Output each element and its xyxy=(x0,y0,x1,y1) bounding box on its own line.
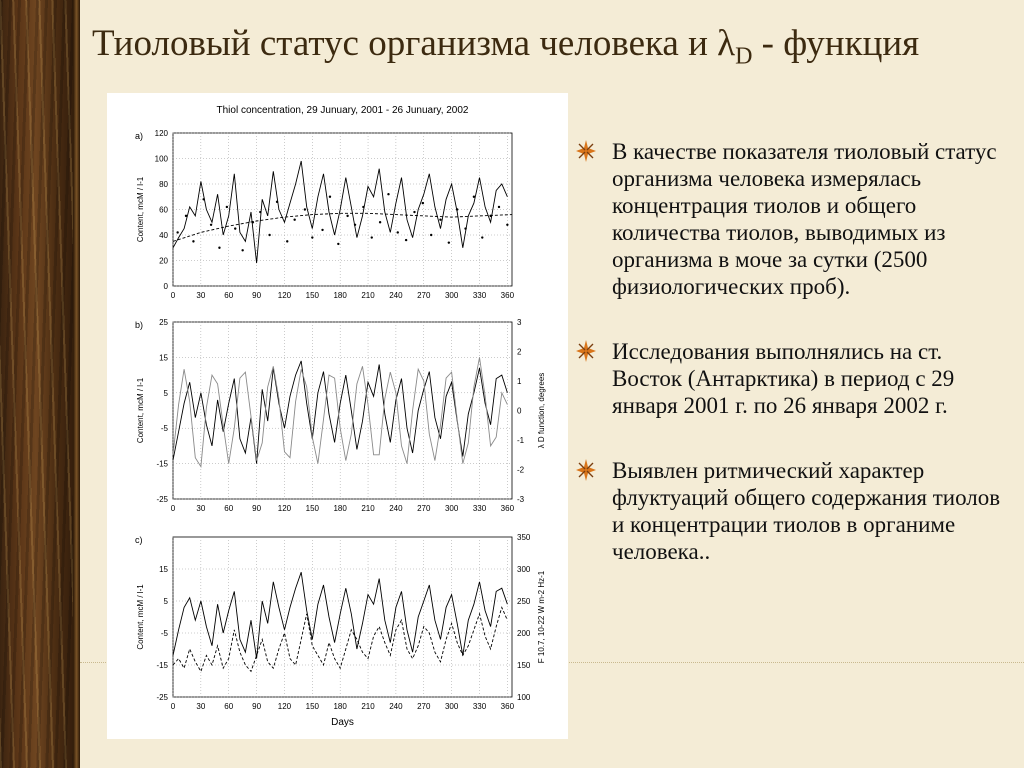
panel1-x-tick-label: 330 xyxy=(472,291,487,300)
panel1-scatter-point xyxy=(405,239,407,241)
panel2-y-tick-label: -25 xyxy=(156,495,168,504)
panel3-x-tick-label: 180 xyxy=(333,702,347,711)
panel1-scatter-point xyxy=(456,208,458,210)
panel3-x-tick-label: 270 xyxy=(417,702,431,711)
star-bullet-icon xyxy=(574,139,598,163)
panel2-y2-tick-label: 1 xyxy=(517,377,522,386)
panel3-y2-tick-label: 250 xyxy=(517,597,531,606)
panel1-y-tick-label: 20 xyxy=(159,256,168,266)
panel1-scatter-point xyxy=(354,224,356,226)
panel3-y-tick-label: -25 xyxy=(156,693,168,702)
panel3-panel-label: c) xyxy=(135,535,143,545)
title-subscript: D xyxy=(735,43,753,70)
panel2-y-tick-label: -15 xyxy=(156,459,168,469)
thiol-chart-figure xyxy=(107,93,568,739)
panel1-scatter-point xyxy=(286,240,288,242)
panel3-y2-tick-label: 200 xyxy=(517,629,531,638)
panel1-y-tick-label: 80 xyxy=(159,180,168,189)
panel1-scatter-point xyxy=(311,236,313,238)
panel1-x-tick-label: 180 xyxy=(333,291,347,300)
panel1-scatter-point xyxy=(321,229,323,231)
panel1-x-tick-label: 0 xyxy=(170,291,176,300)
panel1-x-tick-label: 360 xyxy=(500,291,515,300)
panel3-y2-tick-label: 150 xyxy=(517,661,531,670)
panel2-x-tick-label: 0 xyxy=(170,504,176,513)
star-bullet-icon xyxy=(574,339,598,363)
bullet-text-1: В качестве показателя тиоловый статус организма человека измерялась концентрация тиолов и общего количества тиолов, выводимых из организма в моче за сутки (2500 физиологических проб). xyxy=(612,139,997,299)
panel1-scatter-point xyxy=(387,193,389,195)
panel3-x-tick-label: 210 xyxy=(361,702,375,711)
panel3-x-tick-label: 240 xyxy=(389,702,403,711)
panel2-y2-axis-label: λ D function, degrees xyxy=(537,372,546,449)
panel1-scatter-point xyxy=(185,215,187,217)
panel2-y2-tick-label: 0 xyxy=(517,406,522,416)
panel1-x-tick-label: 120 xyxy=(277,291,292,300)
panel1-scatter-point xyxy=(234,227,236,229)
panel1-y-axis-label: Content, mcM / l-1 xyxy=(136,176,145,243)
panel1-scatter-point xyxy=(473,196,475,198)
panel3-y-axis-label: Content, mcM / l-1 xyxy=(136,584,145,650)
panel3-plot-frame xyxy=(173,537,512,697)
bullet-item-2 xyxy=(574,338,1014,419)
panel1-scatter-point xyxy=(397,231,399,233)
panel1-scatter-point xyxy=(210,224,212,226)
panel1-scatter-point xyxy=(481,236,483,238)
panel3-y2-axis-label: F 10.7, 10-22 W m-2 Hz-1 xyxy=(537,570,546,664)
panel2-y2-tick-label: -1 xyxy=(517,436,525,445)
panel2-y-tick-label: 25 xyxy=(159,318,168,327)
panel2-y-axis-label: Content, mcM / l-1 xyxy=(136,377,145,444)
panel2-x-tick-label: 300 xyxy=(444,504,459,513)
panel1-scatter-point xyxy=(304,208,306,210)
panel1-scatter-point xyxy=(268,234,270,236)
panel1-y-tick-label: 0 xyxy=(163,282,168,291)
panel2-y2-tick-label: 3 xyxy=(517,318,522,327)
panel3-x-tick-label: 330 xyxy=(472,702,487,711)
panel2-y2-tick-label: -3 xyxy=(517,495,525,504)
panel1-x-tick-label: 240 xyxy=(389,291,403,300)
panel1-scatter-point xyxy=(422,202,424,204)
panel1-scatter-point xyxy=(226,206,228,208)
panel1-x-tick-label: 210 xyxy=(361,291,375,300)
bullet-text-3: Выявлен ритмический характер флуктуаций общего содержания тиолов и концентрации тиолов в органиме человека.. xyxy=(612,458,1001,564)
panel1-scatter-point xyxy=(293,219,295,221)
title-tail: - функция xyxy=(752,23,920,64)
panel1-scatter-point xyxy=(362,206,364,208)
panel1-scatter-point xyxy=(259,211,261,213)
panel2-y2-tick-label: -2 xyxy=(517,465,525,475)
panel1-panel-label: a) xyxy=(135,131,144,141)
panel2-x-tick-label: 240 xyxy=(389,504,403,513)
bullet-text-2: Исследования выполнялись на ст. Восток (Антарктика) в период с 29 января 2001 г. по 26 января 2002 г. xyxy=(612,339,955,418)
panel1-y-tick-label: 40 xyxy=(159,231,168,240)
panel1-scatter-point xyxy=(202,198,204,200)
panel3-y2-tick-label: 300 xyxy=(517,565,531,574)
panel2-panel-label: b) xyxy=(135,320,144,330)
panel1-y-tick-label: 60 xyxy=(159,205,168,215)
panel3-y-tick-label: -5 xyxy=(160,629,168,638)
panel1-x-tick-label: 270 xyxy=(417,291,431,300)
panel2-x-tick-label: 90 xyxy=(252,504,262,513)
wood-border-edge xyxy=(73,0,80,768)
panel2-x-tick-label: 270 xyxy=(417,504,431,513)
bullet-item-1 xyxy=(574,138,1014,300)
panel3-y2-tick-label: 350 xyxy=(517,533,531,542)
panel1-scatter-point xyxy=(371,236,373,238)
panel2-x-tick-label: 210 xyxy=(361,504,375,513)
panel1-scatter-point xyxy=(464,227,466,229)
panel2-y-tick-label: 5 xyxy=(163,388,168,398)
panel1-x-tick-label: 150 xyxy=(305,291,319,300)
panel1-scatter-point xyxy=(506,224,508,226)
panel2-x-tick-label: 60 xyxy=(224,504,234,513)
thiol-charts xyxy=(107,93,568,739)
panel3-x-tick-label: 30 xyxy=(196,702,206,711)
panel3-x-tick-label: 300 xyxy=(444,702,459,711)
panel1-scatter-point xyxy=(448,241,450,243)
panel3-x-tick-label: 120 xyxy=(277,702,292,711)
panel3-y-tick-label: 15 xyxy=(159,565,168,574)
panel1-scatter-point xyxy=(430,234,432,236)
panel1-scatter-point xyxy=(379,221,381,223)
panel2-x-tick-label: 30 xyxy=(196,504,206,513)
panel3-x-tick-label: 360 xyxy=(500,702,515,711)
panel1-y-tick-label: 100 xyxy=(154,154,168,164)
panel1-y-tick-label: 120 xyxy=(154,129,168,138)
panel2-y-tick-label: -5 xyxy=(160,424,168,434)
panel3-y-tick-label: 5 xyxy=(163,597,168,606)
panel1-scatter-point xyxy=(276,201,278,203)
panel1-scatter-point xyxy=(413,211,415,213)
bullet-item-3 xyxy=(574,457,1014,565)
panel1-scatter-point xyxy=(439,219,441,221)
panel1-scatter-point xyxy=(241,249,243,251)
panel2-y2-tick-label: 2 xyxy=(517,347,522,357)
panel1-scatter-point xyxy=(337,243,339,245)
panel2-x-tick-label: 330 xyxy=(472,504,487,513)
panel2-x-tick-label: 360 xyxy=(500,504,515,513)
panel2-plot-frame xyxy=(173,322,512,499)
panel2-x-tick-label: 180 xyxy=(333,504,347,513)
panel1-scatter-point xyxy=(218,247,220,249)
panel1-x-tick-label: 90 xyxy=(252,291,262,300)
wood-border xyxy=(0,0,80,768)
panel1-x-tick-label: 300 xyxy=(444,291,459,300)
slide-title xyxy=(92,22,1012,70)
star-bullet-icon xyxy=(574,458,598,482)
panel1-x-tick-label: 60 xyxy=(224,291,234,300)
panel3-x-tick-label: 90 xyxy=(252,702,262,711)
panel3-y-tick-label: -15 xyxy=(156,661,168,670)
title-main: Тиоловый статус организма человека и λ xyxy=(92,23,736,64)
panel1-scatter-point xyxy=(192,240,194,242)
panel1-title: Thiol concentration, 29 Junuary, 2001 - 26 Junuary, 2002 xyxy=(216,105,469,116)
panel1-scatter-point xyxy=(176,231,178,233)
panel2-x-tick-label: 120 xyxy=(277,504,292,513)
panel1-scatter-point xyxy=(329,196,331,198)
panel3-x-tick-label: 150 xyxy=(305,702,319,711)
panel3-x-tick-label: 0 xyxy=(170,702,176,711)
panel3-x-axis-label: Days xyxy=(331,717,354,728)
panel3-x-tick-label: 60 xyxy=(224,702,234,711)
panel2-y-tick-label: 15 xyxy=(159,353,168,363)
panel3-y2-tick-label: 100 xyxy=(517,693,531,702)
panel1-x-tick-label: 30 xyxy=(196,291,206,300)
bullet-list xyxy=(574,138,1014,603)
panel2-x-tick-label: 150 xyxy=(305,504,319,513)
panel1-scatter-point xyxy=(346,215,348,217)
panel1-scatter-point xyxy=(498,206,500,208)
